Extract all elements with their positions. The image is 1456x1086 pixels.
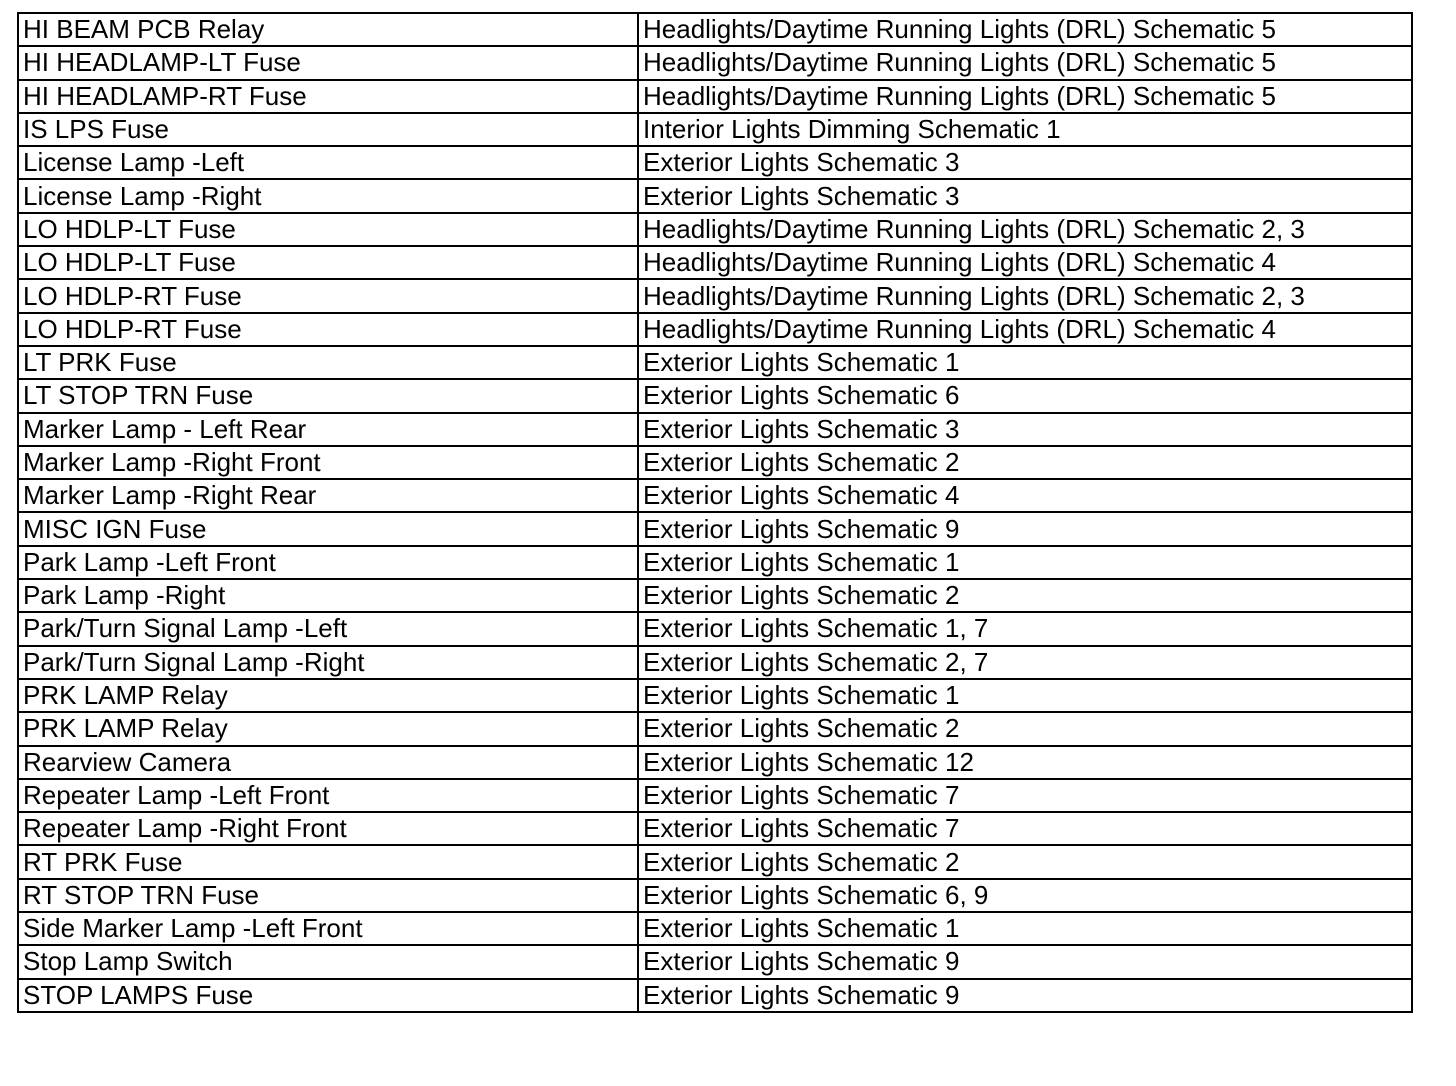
schematic-cell: Interior Lights Dimming Schematic 1 bbox=[638, 113, 1412, 146]
schematic-cell: Exterior Lights Schematic 2, 7 bbox=[638, 646, 1412, 679]
table-row bbox=[18, 313, 1412, 346]
table-row bbox=[18, 379, 1412, 412]
component-cell: LO HDLP-RT Fuse bbox=[18, 279, 638, 312]
schematic-cell: Exterior Lights Schematic 4 bbox=[638, 479, 1412, 512]
component-cell: RT PRK Fuse bbox=[18, 845, 638, 878]
component-cell: MISC IGN Fuse bbox=[18, 512, 638, 545]
table-row bbox=[18, 279, 1412, 312]
table-row bbox=[18, 80, 1412, 113]
table-row bbox=[18, 179, 1412, 212]
component-cell: RT STOP TRN Fuse bbox=[18, 879, 638, 912]
table-row bbox=[18, 113, 1412, 146]
schematic-cell: Exterior Lights Schematic 6, 9 bbox=[638, 879, 1412, 912]
table-row bbox=[18, 246, 1412, 279]
component-cell: STOP LAMPS Fuse bbox=[18, 979, 638, 1012]
table-row bbox=[18, 845, 1412, 878]
component-cell: Marker Lamp - Left Rear bbox=[18, 413, 638, 446]
component-cell: LO HDLP-RT Fuse bbox=[18, 313, 638, 346]
schematic-cell: Headlights/Daytime Running Lights (DRL) Schematic 5 bbox=[638, 80, 1412, 113]
table-row bbox=[18, 479, 1412, 512]
table-row bbox=[18, 812, 1412, 845]
schematic-cell: Exterior Lights Schematic 2 bbox=[638, 579, 1412, 612]
table-row bbox=[18, 579, 1412, 612]
component-cell: Marker Lamp -Right Front bbox=[18, 446, 638, 479]
schematic-cell: Headlights/Daytime Running Lights (DRL) Schematic 2, 3 bbox=[638, 279, 1412, 312]
schematic-cell: Headlights/Daytime Running Lights (DRL) Schematic 2, 3 bbox=[638, 213, 1412, 246]
table-row bbox=[18, 879, 1412, 912]
table-row bbox=[18, 512, 1412, 545]
component-cell: PRK LAMP Relay bbox=[18, 712, 638, 745]
component-cell: License Lamp -Left bbox=[18, 146, 638, 179]
component-cell: Stop Lamp Switch bbox=[18, 945, 638, 978]
table-row bbox=[18, 612, 1412, 645]
component-cell: PRK LAMP Relay bbox=[18, 679, 638, 712]
table-row bbox=[18, 912, 1412, 945]
table-row bbox=[18, 646, 1412, 679]
component-cell: License Lamp -Right bbox=[18, 179, 638, 212]
schematic-cell: Exterior Lights Schematic 9 bbox=[638, 512, 1412, 545]
schematic-cell: Exterior Lights Schematic 3 bbox=[638, 413, 1412, 446]
component-cell: HI HEADLAMP-LT Fuse bbox=[18, 46, 638, 79]
table-row bbox=[18, 979, 1412, 1012]
table-row bbox=[18, 945, 1412, 978]
schematic-cell: Exterior Lights Schematic 2 bbox=[638, 712, 1412, 745]
schematic-cell: Exterior Lights Schematic 7 bbox=[638, 812, 1412, 845]
schematic-cell: Exterior Lights Schematic 9 bbox=[638, 945, 1412, 978]
table-row bbox=[18, 213, 1412, 246]
schematic-cell: Exterior Lights Schematic 1 bbox=[638, 679, 1412, 712]
component-cell: LT PRK Fuse bbox=[18, 346, 638, 379]
schematic-cell: Headlights/Daytime Running Lights (DRL) Schematic 5 bbox=[638, 13, 1412, 46]
table-row bbox=[18, 13, 1412, 46]
component-cell: Repeater Lamp -Left Front bbox=[18, 779, 638, 812]
schematic-cell: Exterior Lights Schematic 1 bbox=[638, 546, 1412, 579]
component-location-table bbox=[17, 12, 1413, 1013]
table-row bbox=[18, 413, 1412, 446]
schematic-cell: Exterior Lights Schematic 2 bbox=[638, 845, 1412, 878]
component-cell: Repeater Lamp -Right Front bbox=[18, 812, 638, 845]
schematic-cell: Exterior Lights Schematic 12 bbox=[638, 746, 1412, 779]
schematic-cell: Headlights/Daytime Running Lights (DRL) Schematic 4 bbox=[638, 246, 1412, 279]
component-cell: Side Marker Lamp -Left Front bbox=[18, 912, 638, 945]
component-cell: Rearview Camera bbox=[18, 746, 638, 779]
schematic-cell: Headlights/Daytime Running Lights (DRL) Schematic 5 bbox=[638, 46, 1412, 79]
schematic-cell: Headlights/Daytime Running Lights (DRL) Schematic 4 bbox=[638, 313, 1412, 346]
component-cell: IS LPS Fuse bbox=[18, 113, 638, 146]
table-row bbox=[18, 446, 1412, 479]
component-cell: Park Lamp -Right bbox=[18, 579, 638, 612]
table-row bbox=[18, 346, 1412, 379]
component-cell: Park/Turn Signal Lamp -Right bbox=[18, 646, 638, 679]
component-cell: LT STOP TRN Fuse bbox=[18, 379, 638, 412]
component-cell: Park/Turn Signal Lamp -Left bbox=[18, 612, 638, 645]
component-cell: HI HEADLAMP-RT Fuse bbox=[18, 80, 638, 113]
schematic-cell: Exterior Lights Schematic 7 bbox=[638, 779, 1412, 812]
schematic-cell: Exterior Lights Schematic 1 bbox=[638, 346, 1412, 379]
component-cell: LO HDLP-LT Fuse bbox=[18, 246, 638, 279]
component-cell: LO HDLP-LT Fuse bbox=[18, 213, 638, 246]
table-row bbox=[18, 746, 1412, 779]
schematic-cell: Exterior Lights Schematic 1, 7 bbox=[638, 612, 1412, 645]
schematic-cell: Exterior Lights Schematic 9 bbox=[638, 979, 1412, 1012]
table-row bbox=[18, 679, 1412, 712]
component-cell: HI BEAM PCB Relay bbox=[18, 13, 638, 46]
table-row bbox=[18, 712, 1412, 745]
schematic-cell: Exterior Lights Schematic 3 bbox=[638, 146, 1412, 179]
schematic-cell: Exterior Lights Schematic 1 bbox=[638, 912, 1412, 945]
table-row bbox=[18, 779, 1412, 812]
component-cell: Park Lamp -Left Front bbox=[18, 546, 638, 579]
table-row bbox=[18, 46, 1412, 79]
table-row bbox=[18, 146, 1412, 179]
schematic-cell: Exterior Lights Schematic 6 bbox=[638, 379, 1412, 412]
component-cell: Marker Lamp -Right Rear bbox=[18, 479, 638, 512]
schematic-cell: Exterior Lights Schematic 2 bbox=[638, 446, 1412, 479]
schematic-cell: Exterior Lights Schematic 3 bbox=[638, 179, 1412, 212]
table-row bbox=[18, 546, 1412, 579]
